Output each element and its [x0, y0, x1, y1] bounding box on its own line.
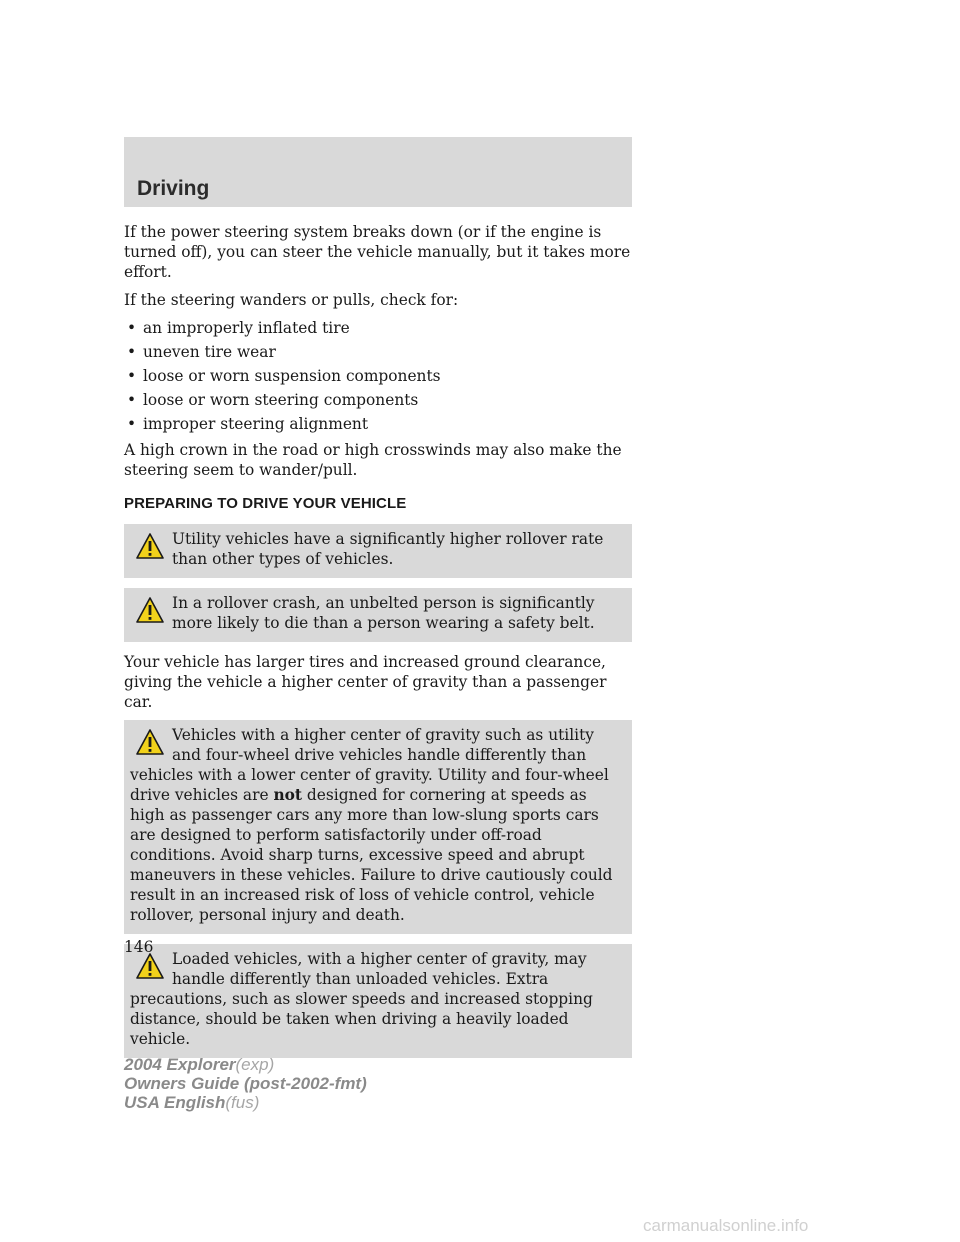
warning-text: Vehicles with a higher center of gravity such as utility and four-wheel drive vehicles handle differently than vehicles with a lower center of gravity. Utility and four-wheel drive vehicles are not designed for cornering at speeds as high as passenger cars any more than low-slung sports cars are designed to perform satisfactorily under off-road conditions. Avoid sharp turns, excessive speed and abrupt maneuvers in these vehicles. Failure to drive cautiously could result in an increased risk of loss of vehicle control, vehicle rollover, personal injury and death.	[130, 726, 613, 924]
section-title: Driving	[137, 177, 210, 200]
warning-text: Utility vehicles have a significantly higher rollover rate than other types of vehicles.	[172, 530, 604, 568]
bullet-icon: •	[127, 391, 137, 409]
section-header-band	[124, 137, 632, 207]
document-footer	[124, 1055, 367, 1112]
warning-text: In a rollover crash, an unbelted person is significantly more likely to die than a person wearing a safety belt.	[172, 594, 595, 632]
warning-triangle-icon	[135, 596, 165, 624]
list-item: • loose or worn suspension components	[127, 367, 441, 385]
footer-model-code: (exp)	[235, 1055, 275, 1074]
warning-box	[124, 720, 632, 934]
warning-triangle-icon	[135, 728, 165, 756]
page-content	[124, 222, 632, 1068]
list-item: • loose or worn steering components	[127, 391, 419, 409]
watermark: carmanualsonline.info	[643, 1216, 809, 1235]
bullet-icon: •	[127, 415, 137, 433]
warning-box	[124, 944, 632, 1058]
list-item: • improper steering alignment	[127, 415, 369, 433]
bullet-icon: •	[127, 367, 137, 385]
bullet-icon: •	[127, 319, 137, 337]
crown-paragraph: A high crown in the road or high crosswinds may also make the steering seem to wander/pull.	[124, 441, 622, 479]
footer-language-code: (fus)	[225, 1093, 260, 1112]
section-heading: PREPARING TO DRIVE YOUR VEHICLE	[124, 495, 407, 512]
check-intro: If the steering wanders or pulls, check for:	[124, 291, 459, 309]
footer-guide: Owners Guide (post-2002-fmt)	[124, 1074, 367, 1093]
list-item: • an improperly inflated tire	[127, 319, 350, 337]
warning-triangle-icon	[135, 532, 165, 560]
warning-text: Loaded vehicles, with a higher center of gravity, may handle differently than unloaded vehicles. Extra precautions, such as slower speeds and increased stopping distance, should be taken when driving a heavily loaded vehicle.	[130, 950, 593, 1048]
check-list	[124, 318, 632, 434]
warning-box	[124, 588, 632, 642]
clearance-paragraph: Your vehicle has larger tires and increased ground clearance, giving the vehicle a higher center of gravity than a passenger car.	[124, 653, 607, 711]
intro-paragraph: If the power steering system breaks down (or if the engine is turned off), you can steer the vehicle manually, but it takes more effort.	[124, 223, 631, 281]
footer-model: 2004 Explorer	[124, 1055, 236, 1074]
emphasis-not: not	[273, 786, 303, 804]
warning-triangle-icon	[135, 952, 165, 980]
bullet-icon: •	[127, 343, 137, 361]
footer-language: USA English	[124, 1093, 226, 1112]
warning-box	[124, 524, 632, 578]
list-item: • uneven tire wear	[127, 343, 276, 361]
page-number: 146	[124, 938, 154, 956]
